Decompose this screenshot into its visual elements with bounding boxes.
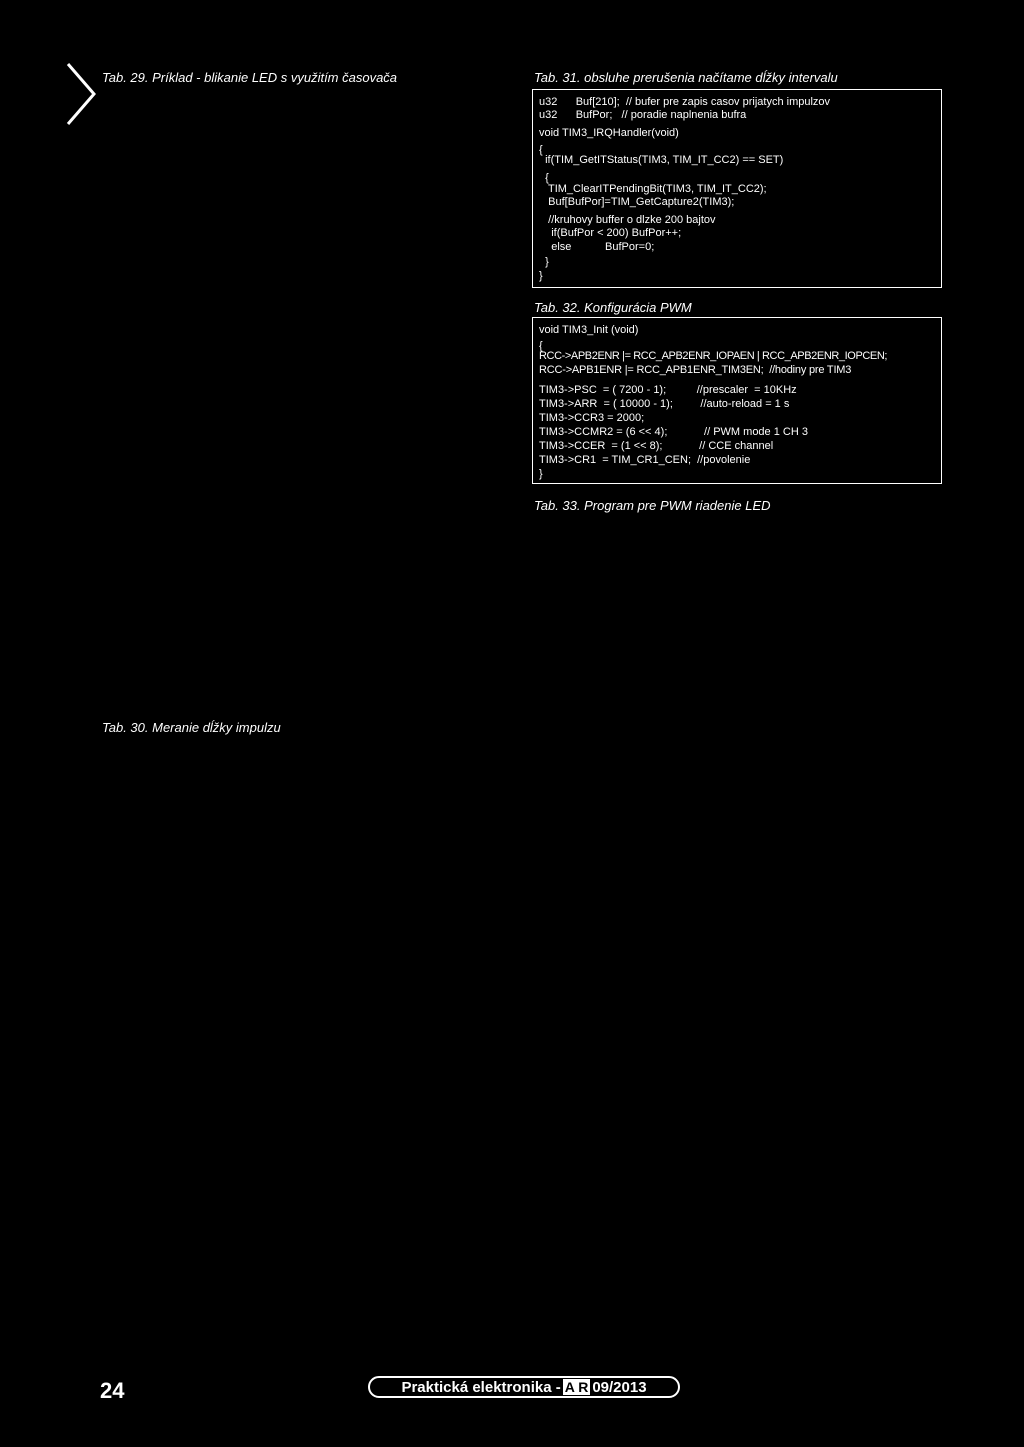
code-line: RCC->APB1ENR |= RCC_APB1ENR_TIM3EN; //hodiny pre TIM3	[539, 364, 852, 376]
caption-tab30: Tab. 30. Meranie dĺžky impulzu	[102, 720, 281, 735]
code-line: TIM3->CCER = (1 << 8); // CCE channel	[539, 440, 774, 452]
code-line: void TIM3_Init (void)	[539, 324, 639, 336]
code-line: //kruhovy buffer o dlzke 200 bajtov	[539, 214, 716, 226]
code-line: }	[539, 270, 543, 282]
code-line: TIM3->PSC = ( 7200 - 1); //prescaler = 10KHz	[539, 384, 797, 396]
code-line: TIM3->CCMR2 = (6 << 4); // PWM mode 1 CH 3	[539, 426, 808, 438]
magazine-footer-badge	[368, 1376, 680, 1398]
code-line: else BufPor=0;	[539, 241, 655, 253]
caption-tab29: Tab. 29. Príklad - blikanie LED s využitím časovača	[102, 70, 398, 85]
code-line: {	[539, 172, 549, 184]
code-line: TIM3->CCR3 = 2000;	[539, 412, 645, 424]
code-line: Buf[BufPor]=TIM_GetCapture2(TIM3);	[539, 196, 735, 208]
code-line: TIM3->ARR = ( 10000 - 1); //auto-reload = 1 s	[539, 398, 790, 410]
code-line: RCC->APB2ENR |= RCC_APB2ENR_IOPAEN | RCC_APB2ENR_IOPCEN;	[539, 350, 888, 362]
code-line: {	[539, 340, 543, 352]
ar-badge: A R	[564, 1379, 589, 1395]
code-line: TIM3->CR1 = TIM_CR1_CEN; //povolenie	[539, 454, 751, 466]
caption-tab31: Tab. 31. obsluhe prerušenia načítame dĺžky intervalu	[534, 70, 838, 85]
caption-tab33: Tab. 33. Program pre PWM riadenie LED	[534, 498, 771, 513]
caption-tab32: Tab. 32. Konfigurácia PWM	[534, 300, 692, 315]
code-line: }	[539, 256, 549, 268]
code-listing-tab31	[532, 89, 942, 288]
code-line: }	[539, 468, 543, 480]
code-line: TIM_ClearITPendingBit(TIM3, TIM_IT_CC2);	[539, 183, 767, 195]
issue-number: 09/2013	[592, 1378, 647, 1396]
code-line: {	[539, 144, 543, 156]
page-number: 24	[100, 1378, 125, 1403]
code-line: void TIM3_IRQHandler(void)	[539, 127, 679, 139]
code-listing-tab32	[532, 317, 942, 484]
code-line: u32 Buf[210]; // bufer pre zapis casov prijatych impulzov	[539, 96, 831, 108]
code-line: if(BufPor < 200) BufPor++;	[539, 227, 682, 239]
code-line: if(TIM_GetITStatus(TIM3, TIM_IT_CC2) == SET)	[539, 154, 784, 166]
chevron-right-icon	[62, 62, 102, 126]
magazine-name: Praktická elektronika -	[401, 1378, 561, 1396]
code-line: u32 BufPor; // poradie naplnenia bufra	[539, 109, 747, 121]
